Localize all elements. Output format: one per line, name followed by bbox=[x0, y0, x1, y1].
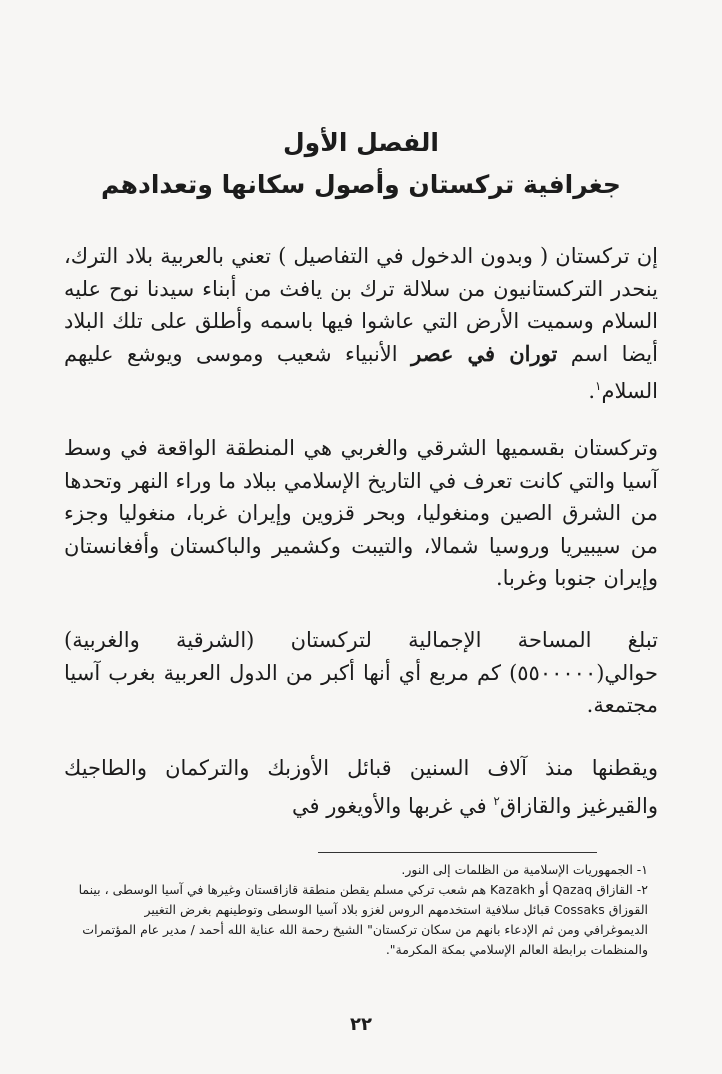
paragraph-1-end: . bbox=[588, 379, 596, 403]
paragraph-3: تبلغ المساحة الإجمالية لتركستان (الشرقية والغربية) حوالي(٥٥٠٠٠٠٠) كم مربع أي أنها أكبر من الدول العربية بغرب آسيا مجتمعة. bbox=[64, 628, 658, 717]
paragraph-2: وتركستان بقسميها الشرقي والغربي هي المنطقة الواقعة في وسط آسيا والتي كانت تعرف في التاريخ الإسلامي ببلاد ما وراء النهر وتحدها من الشرق الصين ومنغوليا، وبحر قزوين وإيران غربا، منغوليا وجزء من سيبيريا وروسيا شمالا، والتيبت وكشمير والباكستان وأفغانستان وإيران جنوبا وغربا. bbox=[64, 436, 658, 590]
paragraph-4-tail: في غربها والأويغور في bbox=[292, 793, 487, 818]
footnote-divider bbox=[318, 852, 597, 853]
paragraph-4 bbox=[64, 752, 658, 822]
page-number: ٢٢ bbox=[350, 1014, 372, 1035]
chapter-heading: الفصل الأول bbox=[282, 128, 440, 157]
paragraph-1-text: إن تركستان ( وبدون الدخول في التفاصيل ) تعني بالعربية بلاد الترك، ينحدر التركستانيون من سلالة ترك بن يافث من أبناء سيدنا نوح عليه السلام وسميت الأرض التي عاشوا فيها باسمه وأطلق على تلك البلاد أيضا اسم bbox=[64, 244, 658, 366]
footnote-marker-1: ١ bbox=[595, 379, 602, 393]
paragraph-4-text: ويقطنها منذ آلاف السنين قبائل الأوزبك والتركمان والطاجيك والقيرغيز والقازاق bbox=[64, 756, 658, 818]
footnote-2: ٢- القازاق Qazaq أو Kazakh هم شعب تركي مسلم يقطن منطقة قازاقستان وغيرها في آسيا الوسطى ، بينما القوزاق Cossaks قبائل سلافية استخدمهم الروس لغزو بلاد آسيا الوسطى وتوطينهم بغرض التغيير الديموغرافي ومن ثم الإدعاء بانهم من سكان تركستان" الشيخ رحمة الله عناية الله أحمد / مدير عام المؤتمرات والمنظمات برابطة العالم الإسلامي بمكة المكرمة". bbox=[78, 882, 648, 957]
paragraph-1 bbox=[64, 240, 658, 408]
paragraph-1-highlight: توران في عصر bbox=[411, 340, 558, 366]
paragraph-1-tail: الأنبياء شعيب وموسى ويوشع عليهم السلام bbox=[64, 341, 658, 403]
chapter-subheading: جغرافية تركستان وأصول سكانها وتعدادهم bbox=[101, 170, 621, 199]
footnote-1: ١- الجمهوريات الإسلامية من الظلمات إلى النور. bbox=[401, 862, 648, 877]
footnote-marker-2: ٢ bbox=[493, 793, 500, 808]
